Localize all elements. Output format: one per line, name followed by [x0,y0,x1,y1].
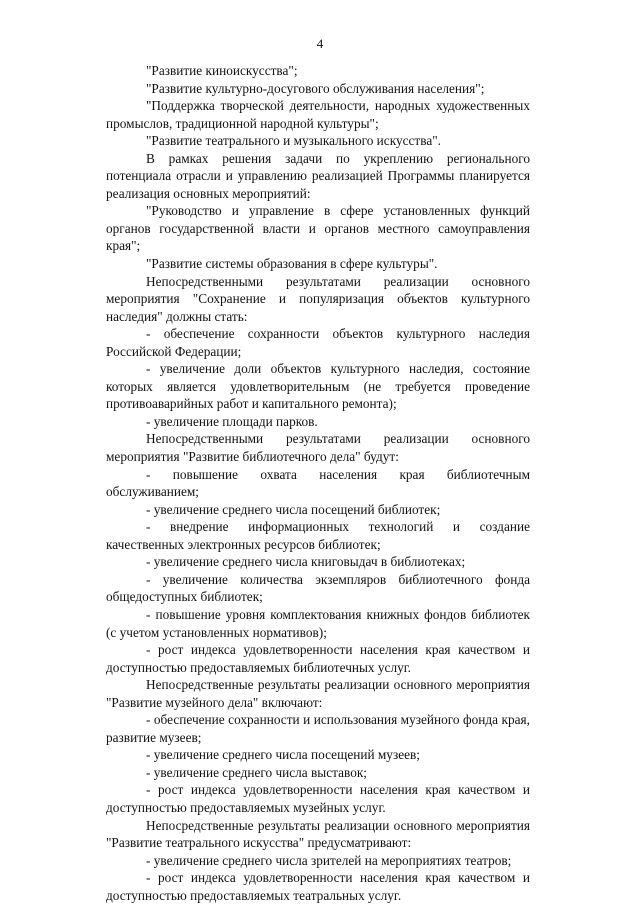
paragraph: - увеличение среднего числа посещений библиотек; [146,501,441,517]
paragraph: В рамках решения задачи по укреплению регионального потенциала отрасли и управлению реализацией Программы планируется реализация основных мероприятий: [106,150,530,201]
paragraph: - увеличение среднего числа книговыдач в библиотеках; [146,554,466,570]
paragraph: "Развитие театрального и музыкального искусства". [146,133,441,149]
paragraph: - обеспечение сохранности и использования музейного фонда края, развитие музеев; [106,712,530,745]
paragraph: - рост индекса удовлетворенности населения края качеством и доступностью предоставляемых театральных услуг. [106,870,530,903]
paragraph: - увеличение площади парков. [146,413,318,429]
paragraph: - обеспечение сохранности объектов культурного наследия Российской Федерации; [106,326,530,359]
paragraph: - увеличение доли объектов культурного наследия, состояние которых является удовлетворительным (не требуется проведение противоаварийных работ и капитального ремонта); [106,361,530,412]
paragraph: Непосредственные результаты реализации основного мероприятия "Развитие театрального искусства" предусматривают: [106,817,530,851]
paragraph: "Развитие системы образования в сфере культуры". [146,256,438,272]
paragraph: "Развитие культурно-досугового обслуживания населения"; [146,80,485,96]
paragraph: Непосредственными результатами реализации основного мероприятия "Сохранение и популяризация объектов культурного наследия" должны стать: [106,273,530,324]
paragraph: - внедрение информационных технологий и создание качественных электронных ресурсов библиотек; [106,519,530,552]
paragraph: Непосредственными результатами реализации основного мероприятия "Развитие библиотечного дела" будут: [106,431,530,465]
paragraph: "Развитие киноискусства"; [146,63,298,78]
paragraph: - увеличение среднего числа зрителей на мероприятиях театров; [146,852,512,868]
paragraph: "Поддержка творческой деятельности, народных художественных промыслов, традиционной народной культуры"; [106,98,530,131]
paragraph: - повышение охвата населения края библиотечным обслуживанием; [106,466,530,500]
paragraph: - увеличение среднего числа посещений музеев; [146,747,420,763]
paragraph: - увеличение количества экземпляров библиотечного фонда общедоступных библиотек; [106,571,530,605]
paragraph: - повышение уровня комплектования книжных фондов библиотек (с учетом установленных нормативов); [106,606,530,640]
paragraph: - увеличение среднего числа выставок; [146,764,368,780]
paragraph: Непосредственные результаты реализации основного мероприятия "Развитие музейного дела" включают: [106,677,530,710]
paragraph: - рост индекса удовлетворенности населения края качеством и доступностью предоставляемых музейных услуг. [106,782,530,815]
document-body [106,62,530,904]
page-number: 4 [316,36,324,51]
paragraph: - рост индекса удовлетворенности населения края качеством и доступностью предоставляемых библиотечных услуг. [106,642,530,675]
paragraph: "Руководство и управление в сфере установленных функций органов государственной власти и органов местного самоуправления края"; [106,203,530,254]
